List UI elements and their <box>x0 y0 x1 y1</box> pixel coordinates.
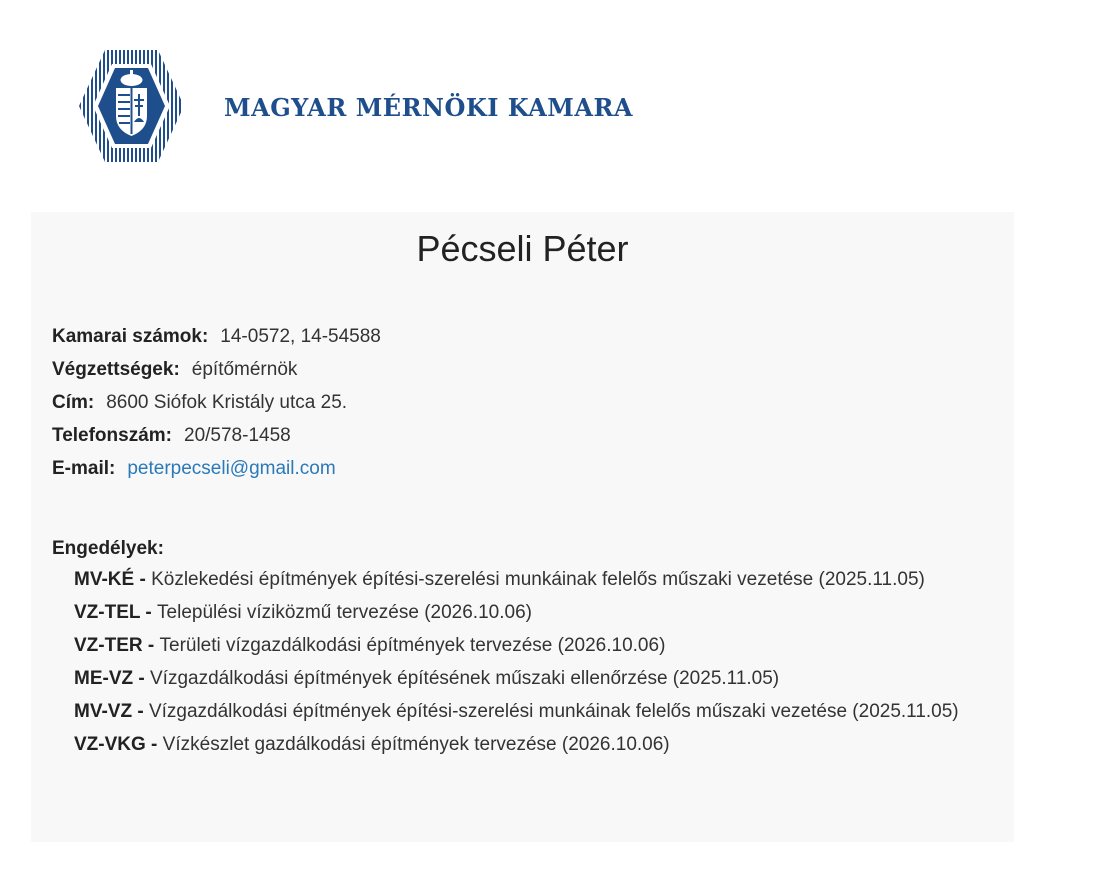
info-value: építőmérnök <box>191 359 298 380</box>
permit-separator: - <box>142 635 160 656</box>
permit-code: MV-KÉ <box>74 569 135 590</box>
permits-title: Engedélyek: <box>52 538 164 559</box>
email-link[interactable]: peterpecseli@gmail.com <box>127 458 336 479</box>
permit-separator: - <box>132 701 149 722</box>
permits-list <box>74 563 974 761</box>
info-label: E-mail: <box>52 458 116 479</box>
permit-item <box>74 629 974 662</box>
info-label: Végzettségek: <box>52 359 180 380</box>
hungarian-coat-of-arms-hexagon-icon[interactable] <box>79 50 184 162</box>
info-row-chamber-numbers <box>52 320 992 353</box>
info-value: 20/578-1458 <box>184 425 291 446</box>
permit-description: Területi vízgazdálkodási építmények tervezése (2026.10.06) <box>159 635 666 656</box>
permit-separator: - <box>133 668 150 689</box>
info-value: 8600 Siófok Kristály utca 25. <box>106 392 348 413</box>
permit-description: Vízgazdálkodási építmények építésének műszaki ellenőrzése (2025.11.05) <box>150 668 780 689</box>
page-header <box>0 0 1103 200</box>
permit-item <box>74 596 974 629</box>
info-row-address <box>52 386 992 419</box>
permit-description: Vízgazdálkodási építmények építési-szerelési munkáinak felelős műszaki vezetése (2025.11.05) <box>148 701 959 722</box>
permit-description: Vízkészlet gazdálkodási építmények tervezése (2026.10.06) <box>162 734 670 755</box>
permit-item <box>74 563 974 596</box>
permit-code: MV-VZ <box>74 701 133 722</box>
member-name: Pécseli Péter <box>416 228 629 269</box>
info-value: 14-0572, 14-54588 <box>220 326 381 347</box>
permit-code: VZ-TER <box>74 635 143 656</box>
info-label: Telefonszám: <box>52 425 173 446</box>
info-label: Cím: <box>52 392 95 413</box>
permit-description: Közlekedési építmények építési-szerelési munkáinak felelős műszaki vezetése (2025.11.05) <box>151 569 925 590</box>
info-label: Kamarai számok: <box>52 326 209 347</box>
permit-item <box>74 662 974 695</box>
info-row-email <box>52 452 992 485</box>
member-info <box>52 320 992 485</box>
org-name-logo-text[interactable]: MAGYAR MÉRNÖKI KAMARA <box>224 93 634 122</box>
permit-code: VZ-VKG <box>74 734 146 755</box>
permit-code: VZ-TEL <box>74 602 141 623</box>
permit-description: Települési víziközmű tervezése (2026.10.06) <box>157 602 532 623</box>
permit-separator: - <box>140 602 158 623</box>
permit-item <box>74 728 974 761</box>
permit-code: ME-VZ <box>74 668 134 689</box>
info-row-phone <box>52 419 992 452</box>
permit-separator: - <box>134 569 152 590</box>
permit-item <box>74 695 974 728</box>
permit-separator: - <box>145 734 163 755</box>
info-row-qualifications <box>52 353 992 386</box>
